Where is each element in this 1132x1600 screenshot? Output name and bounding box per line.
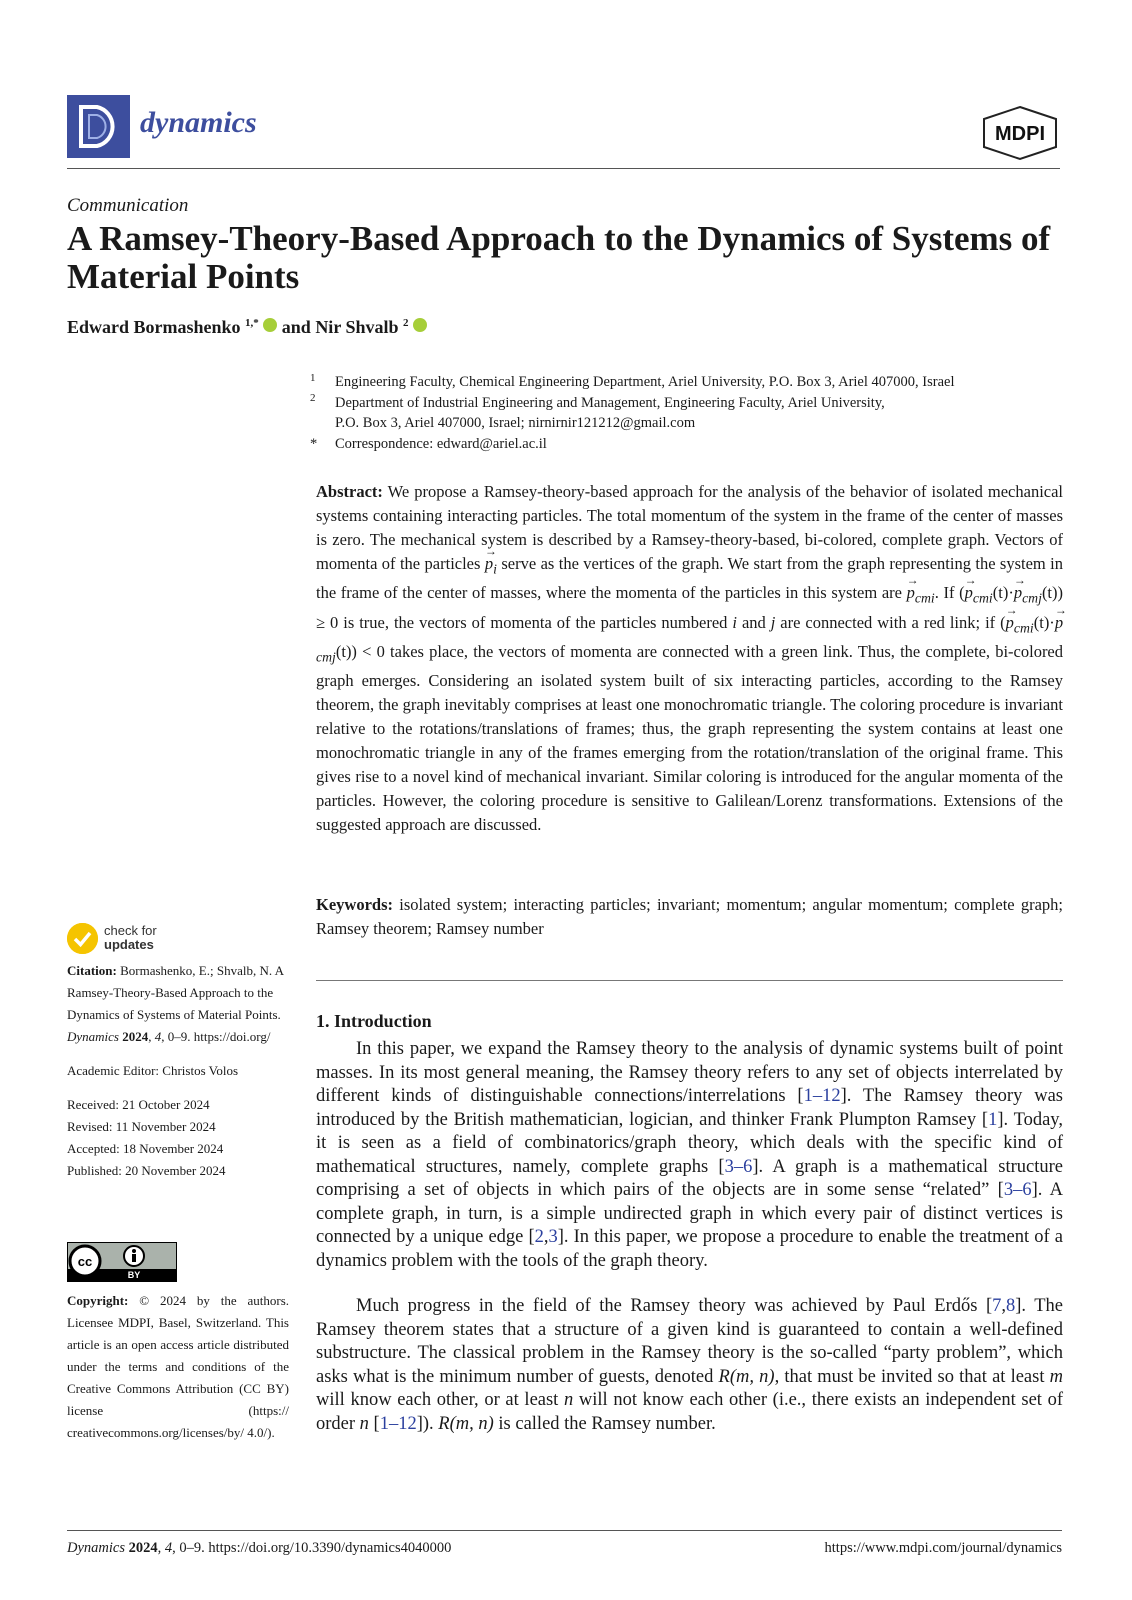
header-rule <box>67 168 1060 169</box>
section-rule <box>316 980 1063 981</box>
affiliation-2-line2: P.O. Box 3, Ariel 407000, Israel; nirnirnir121212@gmail.com <box>335 415 696 431</box>
math-var: j <box>770 612 776 632</box>
subscript: cmi <box>972 590 993 606</box>
vector-p: → p <box>1006 611 1014 635</box>
citation-link[interactable]: 1 <box>988 1109 998 1130</box>
body-text: will know each other, or at least <box>316 1390 559 1410</box>
citation-doi[interactable]: https://doi.org/ <box>193 1029 271 1044</box>
author-name[interactable]: Nir Shvalb <box>315 317 399 337</box>
keywords-text: isolated system; interacting particles; invariant; momentum; angular momentum; complete graph; Ramsey theorem; Ramsey number <box>316 895 1063 938</box>
citation-label: Citation: <box>67 963 117 978</box>
math-op: (t)· <box>992 583 1014 603</box>
citation-pages: , 0–9. <box>161 1029 191 1044</box>
check-for-updates-icon[interactable] <box>67 923 98 954</box>
author-affiliation-mark: 2 <box>403 317 409 329</box>
math-op: (t)) ≥ 0 <box>316 583 1064 632</box>
cc-by-license-badge[interactable] <box>67 1242 177 1282</box>
citation-link[interactable]: 1–12 <box>803 1086 841 1106</box>
vector-p: → p <box>907 581 915 605</box>
citation-journal: Dynamics <box>67 1029 119 1044</box>
math-var: n <box>564 1390 574 1410</box>
keywords <box>316 893 1063 941</box>
abstract-text: and <box>741 612 766 632</box>
citation-link[interactable]: 7 <box>992 1296 1002 1316</box>
footer-journal-url[interactable]: https://www.mdpi.com/journal/dynamics <box>824 1540 1062 1556</box>
affiliation-mark: 2 <box>310 392 316 404</box>
cc-by-icon <box>68 1243 176 1281</box>
article-title: A Ramsey-Theory-Based Approach to the Dynamics of Systems of Material Points <box>67 219 1051 296</box>
citation-link[interactable]: 3–6 <box>1003 1180 1032 1200</box>
body-text: ]. A graph is a mathematical structure comprising a set of objects in which pairs of the objects are in some sense “related” [ <box>316 1156 1063 1200</box>
checkmark-icon <box>67 923 98 954</box>
body-text: ]. Today, it is seen as a field of combinatorics/graph theory, which deals with the specific kind of mathematical structures, namely, complete graphs [ <box>316 1109 1063 1177</box>
correspondence-mark: * <box>310 436 318 452</box>
correspondence: Correspondence: edward@ariel.ac.il <box>335 436 547 452</box>
footer-doi[interactable]: , 0–9. https://doi.org/10.3390/dynamics4040000 <box>172 1540 452 1556</box>
vector-p: → p <box>1055 611 1063 635</box>
journal-name[interactable]: dynamics <box>140 106 257 139</box>
subscript: cmj <box>1022 590 1042 606</box>
citation: Citation: Bormashenko, E.; Shvalb, N. A Ramsey-Theory-Based Approach to the Dynamics of Systems of Material Points. Dynamics 2024, 4, 0–9. https://doi.org/ <box>67 963 284 1044</box>
journal-logo-d-icon <box>67 95 130 158</box>
check-for-updates-label[interactable] <box>104 924 157 952</box>
author-name[interactable]: Edward Bormashenko <box>67 317 241 337</box>
footer-volume: 4 <box>164 1540 173 1556</box>
subscript: cmj <box>316 649 336 665</box>
abstract-text: is true, the vectors of momenta of the particles numbered <box>343 612 728 632</box>
intro-paragraph-1: In this paper, we expand the Ramsey theory to the analysis of dynamic systems built of point masses. In its most general meaning, the Ramsey theory refers to any set of objects interrelated by different kinds of distinguishable connections/interrelations [1–12]. The Ramsey theory was introduced by the British mathematician, logician, and thinker Frank Plumpton Ramsey [1]. Today, it is seen as a field of combinatorics/graph theory, which deals with the specific kind of mathematical structures, namely, complete graphs [3–6]. A graph is a mathematical structure comprising a set of objects in which pairs of the objects are in some sense “related” [3–6]. A complete graph, in turn, is a simple undirected graph in which every pair of distinct vertices is connected by a unique edge [2,3]. In this paper, we propose a procedure to enable the treatment of a dynamics problem with the tools of the graph theory. <box>316 1039 1064 1271</box>
math-expression: R(m, n) <box>718 1366 775 1387</box>
footer-journal: Dynamics <box>67 1540 125 1556</box>
body-text: will not know each other (i.e., there exists an independent set of order <box>316 1390 1064 1434</box>
body-text: is called the Ramsey number. <box>498 1413 716 1434</box>
subscript: cmi <box>914 590 935 606</box>
body-text: , that must be invited so that at least <box>774 1366 1045 1387</box>
vector-p: → p <box>485 552 493 576</box>
mdpi-logo[interactable] <box>980 105 1060 161</box>
copyright <box>67 1290 289 1444</box>
journal-logo <box>67 95 130 158</box>
article-type: Communication <box>67 195 189 216</box>
abstract: Abstract: We propose a Ramsey-theory-based approach for the analysis of the behavior of isolated mechanical systems containing interacting particles. The total momentum of the system in the frame of the center of masses is zero. The mechanical system is described by a Ramsey-theory-based, bi-colored, complete graph. Vectors of momenta of the particles → $p_i$ serve as the vertices of the graph. We start from the graph representing the system in the frame of the center of masses, where the momenta of the particles in this system are → $p_{cmi}$. If (→ $p_{cmi}(t)\cdot\to p_{cmj}(t)) \ge 0$ is true, the vectors of momenta of the particles numbered i and j are connected with a red link; if (→ $p_{cmi}(t)\cdot\to p_{cmj}(t)) < 0$ takes place, the vectors of momenta are connected with a green link. Thus, the complete, bi-colored graph emerges. Considering an isolated system built of six interacting particles, according to the Ramsey theorem, the graph inevitably comprises at least one monochromatic triangle. The coloring procedure is invariant relative to the rotations/translations of frames; thus, the graph representing the system contains at least one monochromatic triangle in any of the frames emerging from the rotation/translation of the original frame. This gives rise to a novel kind of mechanical invariant. Similar coloring is introduced for the angular momenta of the particles. However, the coloring procedure is sensitive to Galilean/Lorenz transformations. Extensions of the suggested approach are discussed. <box>316 480 1063 837</box>
published-date: Published: 20 November 2024 <box>67 1163 226 1178</box>
citation-link[interactable]: 3–6 <box>724 1156 753 1177</box>
footer-year: 2024 <box>128 1540 158 1556</box>
body-text: ]. In this paper, we propose a procedure to enable the treatment of a dynamics problem with the tools of the graph theory. <box>316 1227 1063 1271</box>
abstract-text: . If <box>934 583 955 603</box>
subscript: i <box>493 561 497 577</box>
citation-link[interactable]: 8 <box>1006 1296 1016 1316</box>
citation-volume: 4 <box>154 1029 162 1044</box>
author-affiliation-mark: 1,* <box>245 317 259 329</box>
mdpi-logo-text: MDPI <box>995 123 1045 145</box>
footer-citation: Dynamics 2024, 4, 0–9. https://doi.org/10.3390/dynamics4040000 <box>67 1540 452 1556</box>
keywords-label: Keywords: <box>316 895 393 914</box>
citation-link[interactable]: 1–12 <box>379 1413 417 1434</box>
abstract-text: are connected with a red link; if <box>780 612 996 632</box>
check-line2: updates <box>104 937 154 952</box>
math-var: i <box>732 612 737 632</box>
accepted-date: Accepted: 18 November 2024 <box>67 1141 224 1156</box>
orcid-icon[interactable] <box>263 318 277 332</box>
citation-link[interactable]: 3 <box>548 1227 558 1247</box>
section-heading: 1. Introduction <box>316 1011 432 1031</box>
affiliation-1: Engineering Faculty, Chemical Engineering Department, Ariel University, P.O. Box 3, Ariel 407000, Israel <box>335 374 955 390</box>
subscript: cmi <box>1013 619 1034 635</box>
math-var: n <box>359 1413 369 1434</box>
math-op: (t)) < 0 <box>335 641 385 661</box>
check-line1: check for <box>104 923 157 938</box>
intro-paragraph-2: Much progress in the field of the Ramsey theory was achieved by Paul Erdős [7,8]. The Ramsey theorem states that a structure of a given kind is guaranteed to contain a well-defined substructure. The classical problem in the Ramsey theory is the so-called “party problem”, which asks what is the minimum number of guests, denoted R(m, n), that must be invited so that at least m will know each other, or at least n will not know each other (i.e., there exists an independent set of order n [1–12]). R(m, n) is called the Ramsey number. <box>316 1296 1064 1434</box>
math-op: (t)· <box>1033 612 1055 632</box>
by-text: BY <box>127 1270 141 1280</box>
revised-date: Revised: 11 November 2024 <box>67 1119 216 1134</box>
math-var: m <box>1049 1366 1064 1387</box>
vector-p: → p <box>965 581 973 605</box>
sidebar-info <box>67 960 289 1182</box>
footer-rule <box>67 1530 1062 1531</box>
copyright-text: © 2024 by the authors. Licensee MDPI, Basel, Switzerland. This article is an open access article distributed under the terms and conditions of the Creative Commons Attribution (CC BY) license (https:// creativecommons.org/licenses/by/ 4.0/). <box>67 1293 290 1440</box>
abstract-text: We propose a Ramsey-theory-based approach for the analysis of the behavior of isolated mechanical systems containing interacting particles. The total momentum of the system in the frame of the center of masses is zero. The mechanical system is described by a Ramsey-theory-based, bi-colored, complete graph. Vectors of momenta of the particles <box>316 482 1064 573</box>
math-expression: R(m, n) <box>438 1413 494 1434</box>
cc-text: cc <box>77 1254 93 1269</box>
body-text: In this paper, we expand the Ramsey theory to the analysis of dynamic systems built of point masses. In its most general meaning, the Ramsey theory refers to any set of objects interrelated by different kinds of distinguishable connections/interrelations [ <box>316 1039 1063 1106</box>
citation-year: 2024 <box>122 1029 149 1044</box>
body-text: ]. The Ramsey theory was introduced by the British mathematician, logician, and thinker Frank Plumpton Ramsey [ <box>316 1086 1063 1130</box>
copyright-label: Copyright: <box>67 1293 129 1308</box>
authors-line <box>67 317 427 338</box>
vector-p: → p <box>1014 581 1022 605</box>
affiliation-2-line1: Department of Industrial Engineering and Management, Engineering Faculty, Ariel University, <box>335 395 885 411</box>
abstract-text: takes place, the vectors of momenta are connected with a green link. Thus, the complete, bi-colored graph emerges. Considering an isolated system built of six interacting particles, according to the Ramsey theorem, the graph inevitably comprises at least one monochromatic triangle. The coloring procedure is invariant relative to the rotations/translations of frames; thus, the graph representing the system contains at least one monochromatic triangle in any of the frames emerging from the rotation/translation of the original frame. This gives rise to a novel kind of mechanical invariant. Similar coloring is introduced for the angular momenta of the particles. However, the coloring procedure is sensitive to Galilean/Lorenz transformations. Extensions of the suggested approach are discussed. <box>316 641 1064 835</box>
body-text: ]. A complete graph, in turn, is a simple undirected graph in which every pair of distinct vertices is connected by a unique edge [ <box>316 1180 1064 1247</box>
affiliation-mark: 1 <box>310 372 316 384</box>
abstract-label: Abstract: <box>316 482 383 501</box>
body-text: ]. The Ramsey theorem states that a structure of a given kind is guaranteed to contain a well-defined substructure. The classical problem in the Ramsey theory is the so-called “party problem”, which asks what is the minimum number of guests, denoted <box>316 1296 1064 1387</box>
received-date: Received: 21 October 2024 <box>67 1097 210 1112</box>
citation-link[interactable]: 2 <box>534 1227 544 1247</box>
citation-text: Bormashenko, E.; Shvalb, N. A Ramsey-Theory-Based Approach to the Dynamics of Systems of Material Points. <box>67 963 284 1022</box>
abstract-text: serve as the vertices of the graph. We start from the graph representing the system in the frame of the center of masses, where the momenta of the particles in this system are <box>316 554 1064 603</box>
orcid-icon[interactable] <box>413 318 427 332</box>
academic-editor: Academic Editor: Christos Volos <box>67 1063 239 1078</box>
body-text: Much progress in the field of the Ramsey theory was achieved by Paul Erdős [ <box>356 1296 993 1316</box>
mdpi-hexagon-icon <box>980 105 1060 161</box>
author-separator: and <box>281 317 311 337</box>
